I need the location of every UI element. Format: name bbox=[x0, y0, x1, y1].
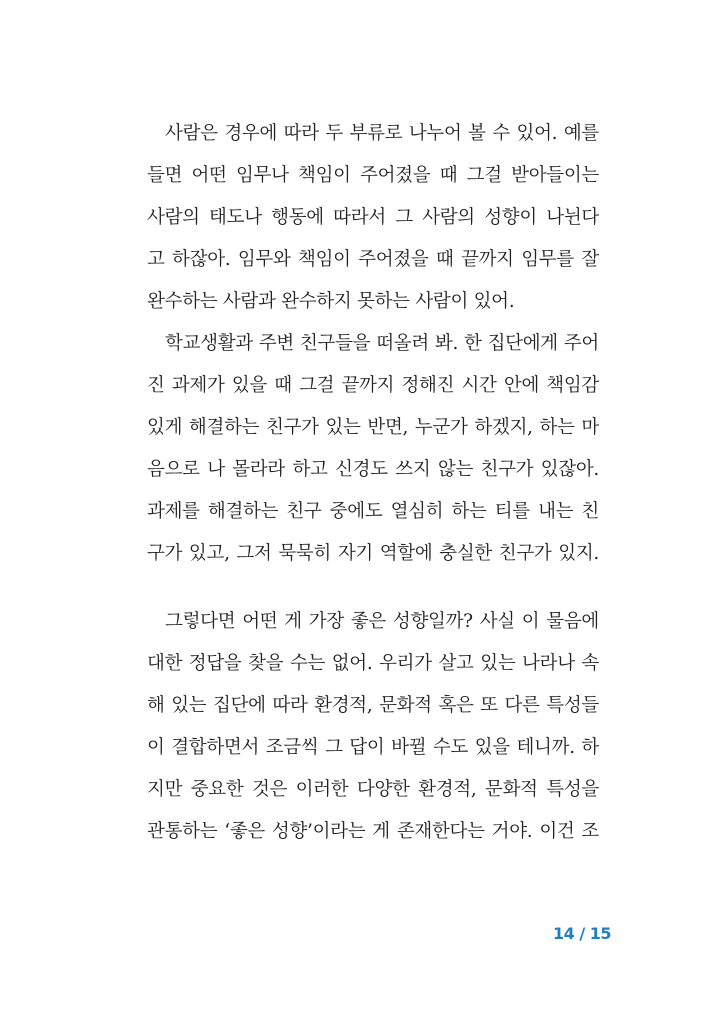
text-line: 있게 해결하는 친구가 있는 반면, 누군가 하겠지, 하는 마 bbox=[147, 417, 599, 438]
body-text-section-1 bbox=[147, 113, 599, 575]
text-line: 들면 어떤 임무나 책임이 주어졌을 때 그걸 받아들이는 bbox=[147, 165, 599, 186]
text-line: 그렇다면 어떤 게 가장 좋은 성향일까? 사실 이 물음에 bbox=[165, 611, 599, 632]
page-number: 14 / 15 bbox=[553, 924, 612, 943]
text-line: 완수하는 사람과 완수하지 못하는 사람이 있어. bbox=[147, 291, 515, 312]
text-line: 이 결합하면서 조금씩 그 답이 바뀔 수도 있을 테니까. 하 bbox=[147, 737, 599, 758]
text-line: 구가 있고, 그저 묵묵히 자기 역할에 충실한 친구가 있지. bbox=[147, 543, 599, 564]
text-line: 관통하는 ‘좋은 성향’이라는 게 존재한다는 거야. 이건 조 bbox=[147, 821, 599, 842]
text-line: 고 하잖아. 임무와 책임이 주어졌을 때 끝까지 임무를 잘 bbox=[147, 249, 599, 270]
body-text-section-2 bbox=[147, 601, 599, 853]
text-line: 과제를 해결하는 친구 중에도 열심히 하는 티를 내는 친 bbox=[147, 501, 599, 522]
text-line: 사람의 태도나 행동에 따라서 그 사람의 성향이 나뉜다 bbox=[147, 207, 599, 228]
text-line: 사람은 경우에 따라 두 부류로 나누어 볼 수 있어. 예를 bbox=[165, 123, 599, 144]
text-line: 해 있는 집단에 따라 환경적, 문화적 혹은 또 다른 특성들 bbox=[147, 695, 599, 716]
text-line: 음으로 나 몰라라 하고 신경도 쓰지 않는 친구가 있잖아. bbox=[147, 459, 599, 480]
text-line: 학교생활과 주변 친구들을 떠올려 봐. 한 집단에게 주어 bbox=[165, 333, 599, 354]
text-line: 지만 중요한 것은 이러한 다양한 환경적, 문화적 특성을 bbox=[147, 779, 599, 800]
text-line: 대한 정답을 찾을 수는 없어. 우리가 살고 있는 나라나 속 bbox=[147, 653, 599, 674]
text-line: 진 과제가 있을 때 그걸 끝까지 정해진 시간 안에 책임감 bbox=[147, 375, 599, 396]
